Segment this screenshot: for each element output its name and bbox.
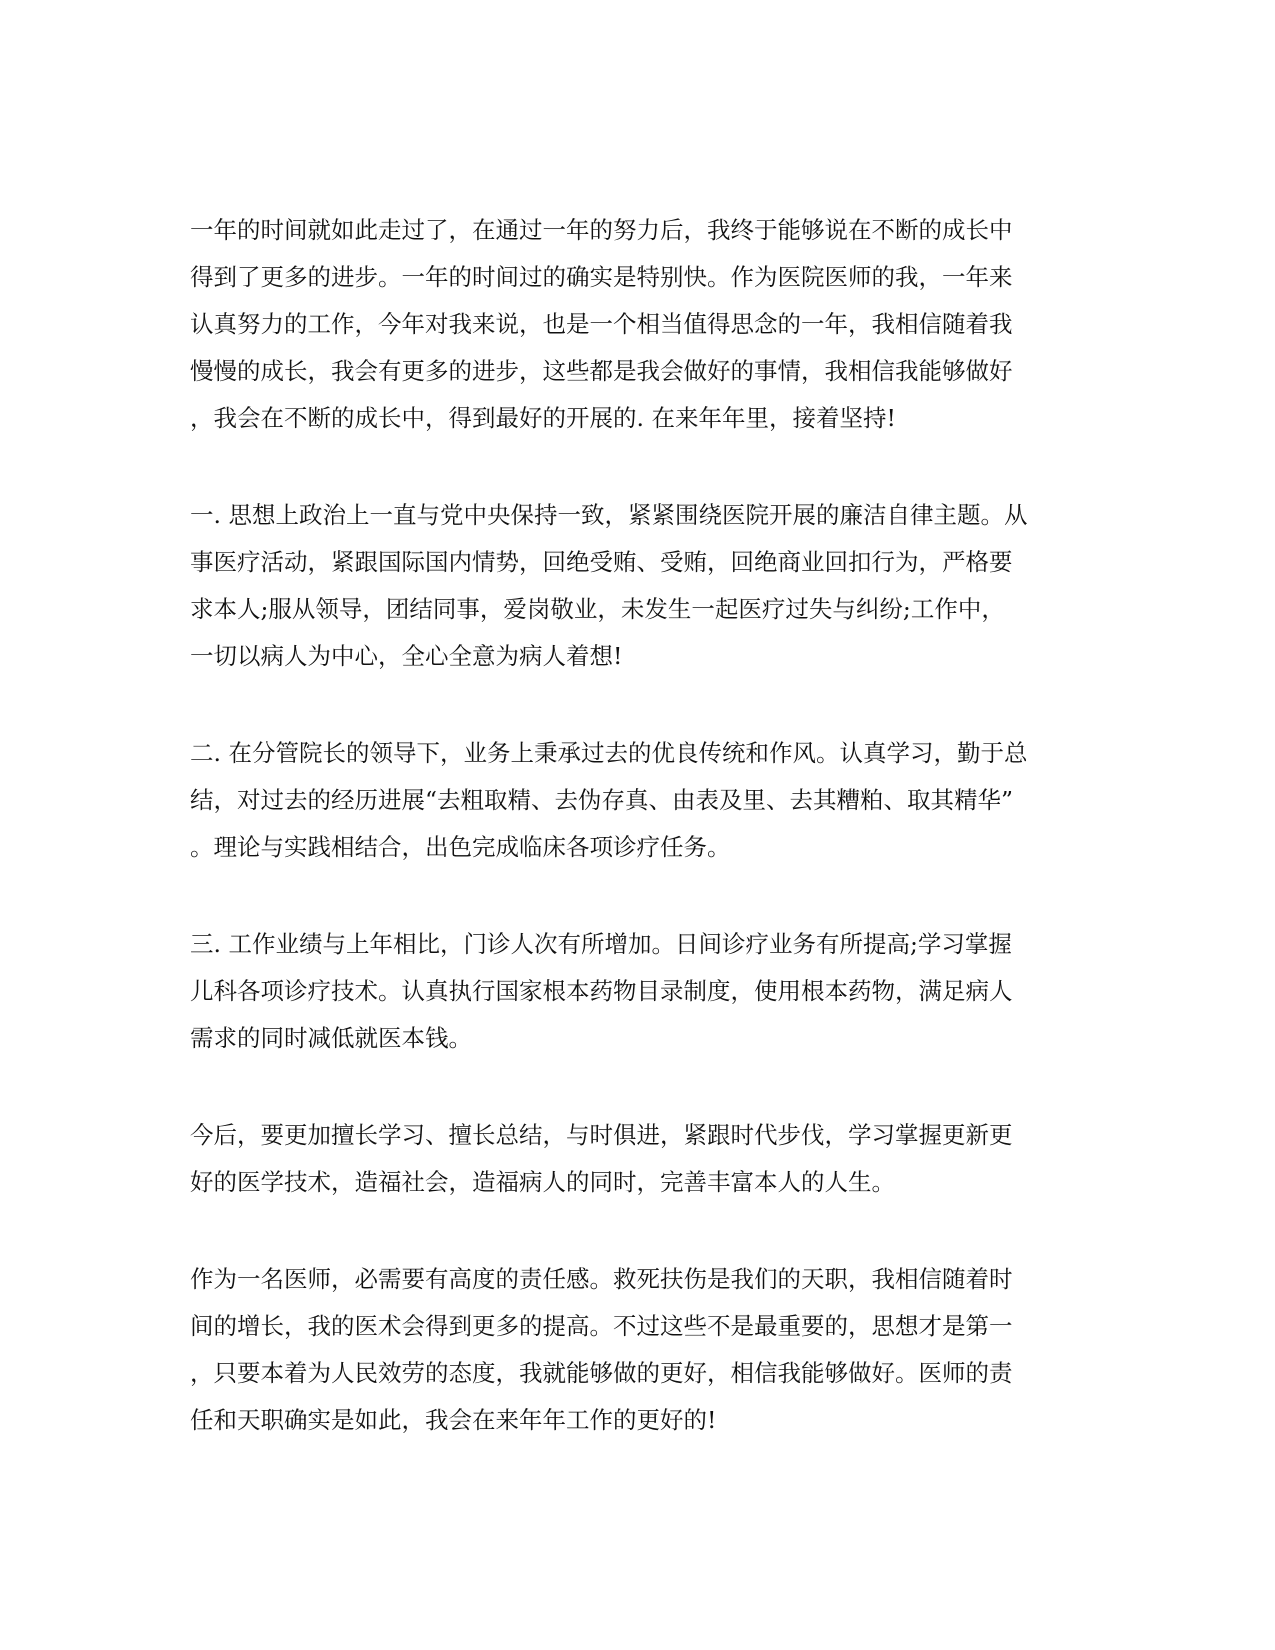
text-line: 。理论与实践相结合，出色完成临床各项诊疗任务。 bbox=[190, 833, 731, 861]
text-line: 认真努力的工作，今年对我来说，也是一个相当值得思念的一年，我相信随着我 bbox=[190, 310, 1013, 338]
text-line: 任和天职确实是如此，我会在来年年工作的更好的! bbox=[190, 1406, 717, 1434]
text-line: 需求的同时减低就医本钱。 bbox=[190, 1024, 472, 1052]
text-line: 二. 在分管院长的领导下，业务上秉承过去的优良传统和作风。认真学习，勤于总 bbox=[190, 739, 1028, 767]
text-line: 一. 思想上政治上一直与党中央保持一致，紧紧围绕医院开展的廉洁自律主题。从 bbox=[190, 501, 1028, 529]
text-line: 间的增长，我的医术会得到更多的提高。不过这些不是最重要的，思想才是第一 bbox=[190, 1312, 1013, 1340]
paragraph-intro bbox=[190, 207, 1090, 442]
text-line: 结，对过去的经历进展“去粗取精、去伪存真、由表及里、去其糟粕、取其精华” bbox=[190, 786, 1014, 814]
paragraph-section-one bbox=[190, 492, 1090, 680]
text-line: 慢慢的成长，我会有更多的进步，这些都是我会做好的事情，我相信我能够做好 bbox=[190, 357, 1013, 385]
text-line: 求本人;服从领导，团结同事，爱岗敬业，未发生一起医疗过失与纠纷;工作中， bbox=[190, 595, 1005, 623]
text-line: 儿科各项诊疗技术。认真执行国家根本药物目录制度，使用根本药物，满足病人 bbox=[190, 977, 1013, 1005]
text-line: 好的医学技术，造福社会，造福病人的同时，完善丰富本人的人生。 bbox=[190, 1168, 895, 1196]
text-line: 三. 工作业绩与上年相比，门诊人次有所增加。日间诊疗业务有所提高;学习掌握 bbox=[190, 930, 1012, 958]
text-line: 得到了更多的进步。一年的时间过的确实是特别快。作为医院医师的我，一年来 bbox=[190, 263, 1013, 291]
document-body bbox=[190, 207, 1090, 1494]
text-line: 一年的时间就如此走过了，在通过一年的努力后，我终于能够说在不断的成长中 bbox=[190, 216, 1013, 244]
paragraph-future bbox=[190, 1112, 1090, 1206]
text-line: ，我会在不断的成长中，得到最好的开展的. 在来年年里，接着坚持! bbox=[190, 404, 896, 432]
paragraph-section-two bbox=[190, 730, 1090, 871]
text-line: 事医疗活动，紧跟国际国内情势，回绝受贿、受贿，回绝商业回扣行为，严格要 bbox=[190, 548, 1013, 576]
text-line: 今后，要更加擅长学习、擅长总结，与时俱进，紧跟时代步伐，学习掌握更新更 bbox=[190, 1121, 1013, 1149]
text-line: ，只要本着为人民效劳的态度，我就能够做的更好，相信我能够做好。医师的责 bbox=[190, 1359, 1013, 1387]
text-line: 作为一名医师，必需要有高度的责任感。救死扶伤是我们的天职，我相信随着时 bbox=[190, 1265, 1013, 1293]
paragraph-section-three bbox=[190, 921, 1090, 1062]
text-line: 一切以病人为中心，全心全意为病人着想! bbox=[190, 642, 623, 670]
paragraph-conclusion bbox=[190, 1256, 1090, 1444]
